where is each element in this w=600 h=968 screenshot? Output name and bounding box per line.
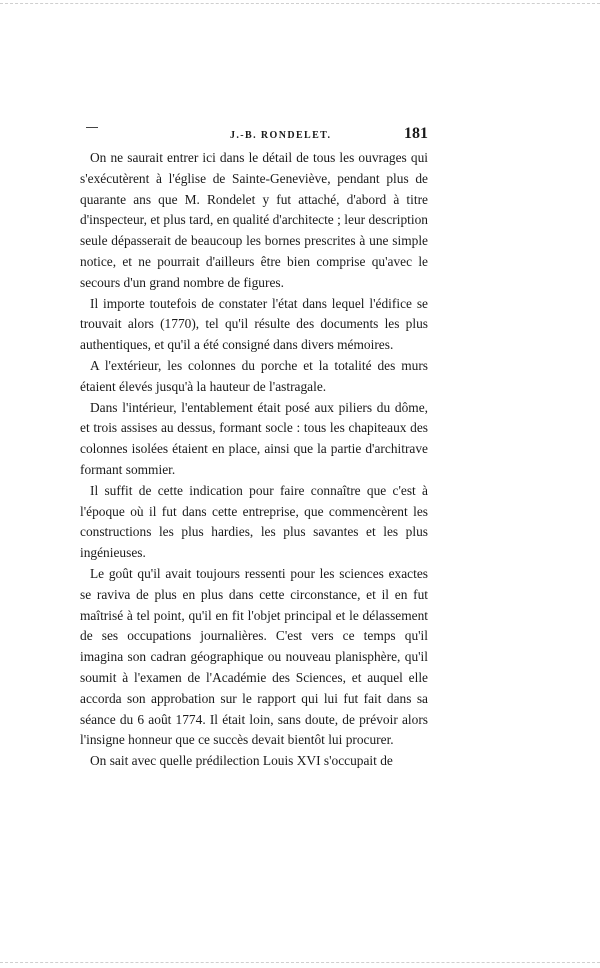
header-mark [86,127,98,128]
body-text [80,148,428,772]
paragraph-3: A l'extérieur, les colonnes du porche et la totalité des murs étaient élevés jusqu'à la hauteur de l'astragale. [80,357,428,394]
paragraph-6: Le goût qu'il avait toujours ressenti pour les sciences exactes se raviva de plus en plus dans cette circonstance, et il en fut maîtrisé à tel point, qu'il en fit l'objet principal et le délassement de ses occupations journalières. C'est vers ce temps qu'il imagina son cadran géographique ou nouveau planisphère, qu'il soumit à l'examen de l'Académie des Sciences, et auquel elle accorda son approbation sur le rapport qui lui fut fait dans sa séance du 6 août 1774. Il était loin, sans doute, de prévoir alors l'insigne honneur que ce succès devait bientôt lui procurer. [80,565,428,748]
scan-edge-top [0,3,600,5]
page-header [80,127,428,147]
paragraph-1: On ne saurait entrer ici dans le détail de tous les ouvrages qui s'exécutèrent à l'église de Sainte-Geneviève, pendant plus de quarante ans que M. Rondelet y fut attaché, d'abord à titre d'inspecteur, et plus tard, en qualité d'architecte ; leur description seule dépasserait de beaucoup les bornes prescrites à une simple notice, et ne pourrait d'ailleurs être bien comprise qu'avec le secours d'un grand nombre de figures. [80,150,428,290]
running-head: J.-B. RONDELET. [230,130,332,141]
paragraph-7: On sait avec quelle prédilection Louis XVI s'occupait de [90,753,393,769]
scan-edge-bottom [0,962,600,964]
paragraph-4: Dans l'intérieur, l'entablement était posé aux piliers du dôme, et trois assises au dessus, formant socle : tous les chapiteaux des colonnes isolées étaient en place, ainsi que la partie d'architrave formant sommier. [80,399,428,477]
page-number: 181 [404,125,428,142]
paragraph-5: Il suffit de cette indication pour faire connaître que c'est à l'époque où il fut dans cette entreprise, que commencèrent les constructions les plus hardies, les plus savantes et les plus ingénieuses. [80,482,428,561]
paragraph-2: Il importe toutefois de constater l'état dans lequel l'édifice se trouvait alors (1770), tel qu'il résulte des documents les plus authentiques, et qu'il a été consigné dans divers mémoires. [80,295,428,353]
